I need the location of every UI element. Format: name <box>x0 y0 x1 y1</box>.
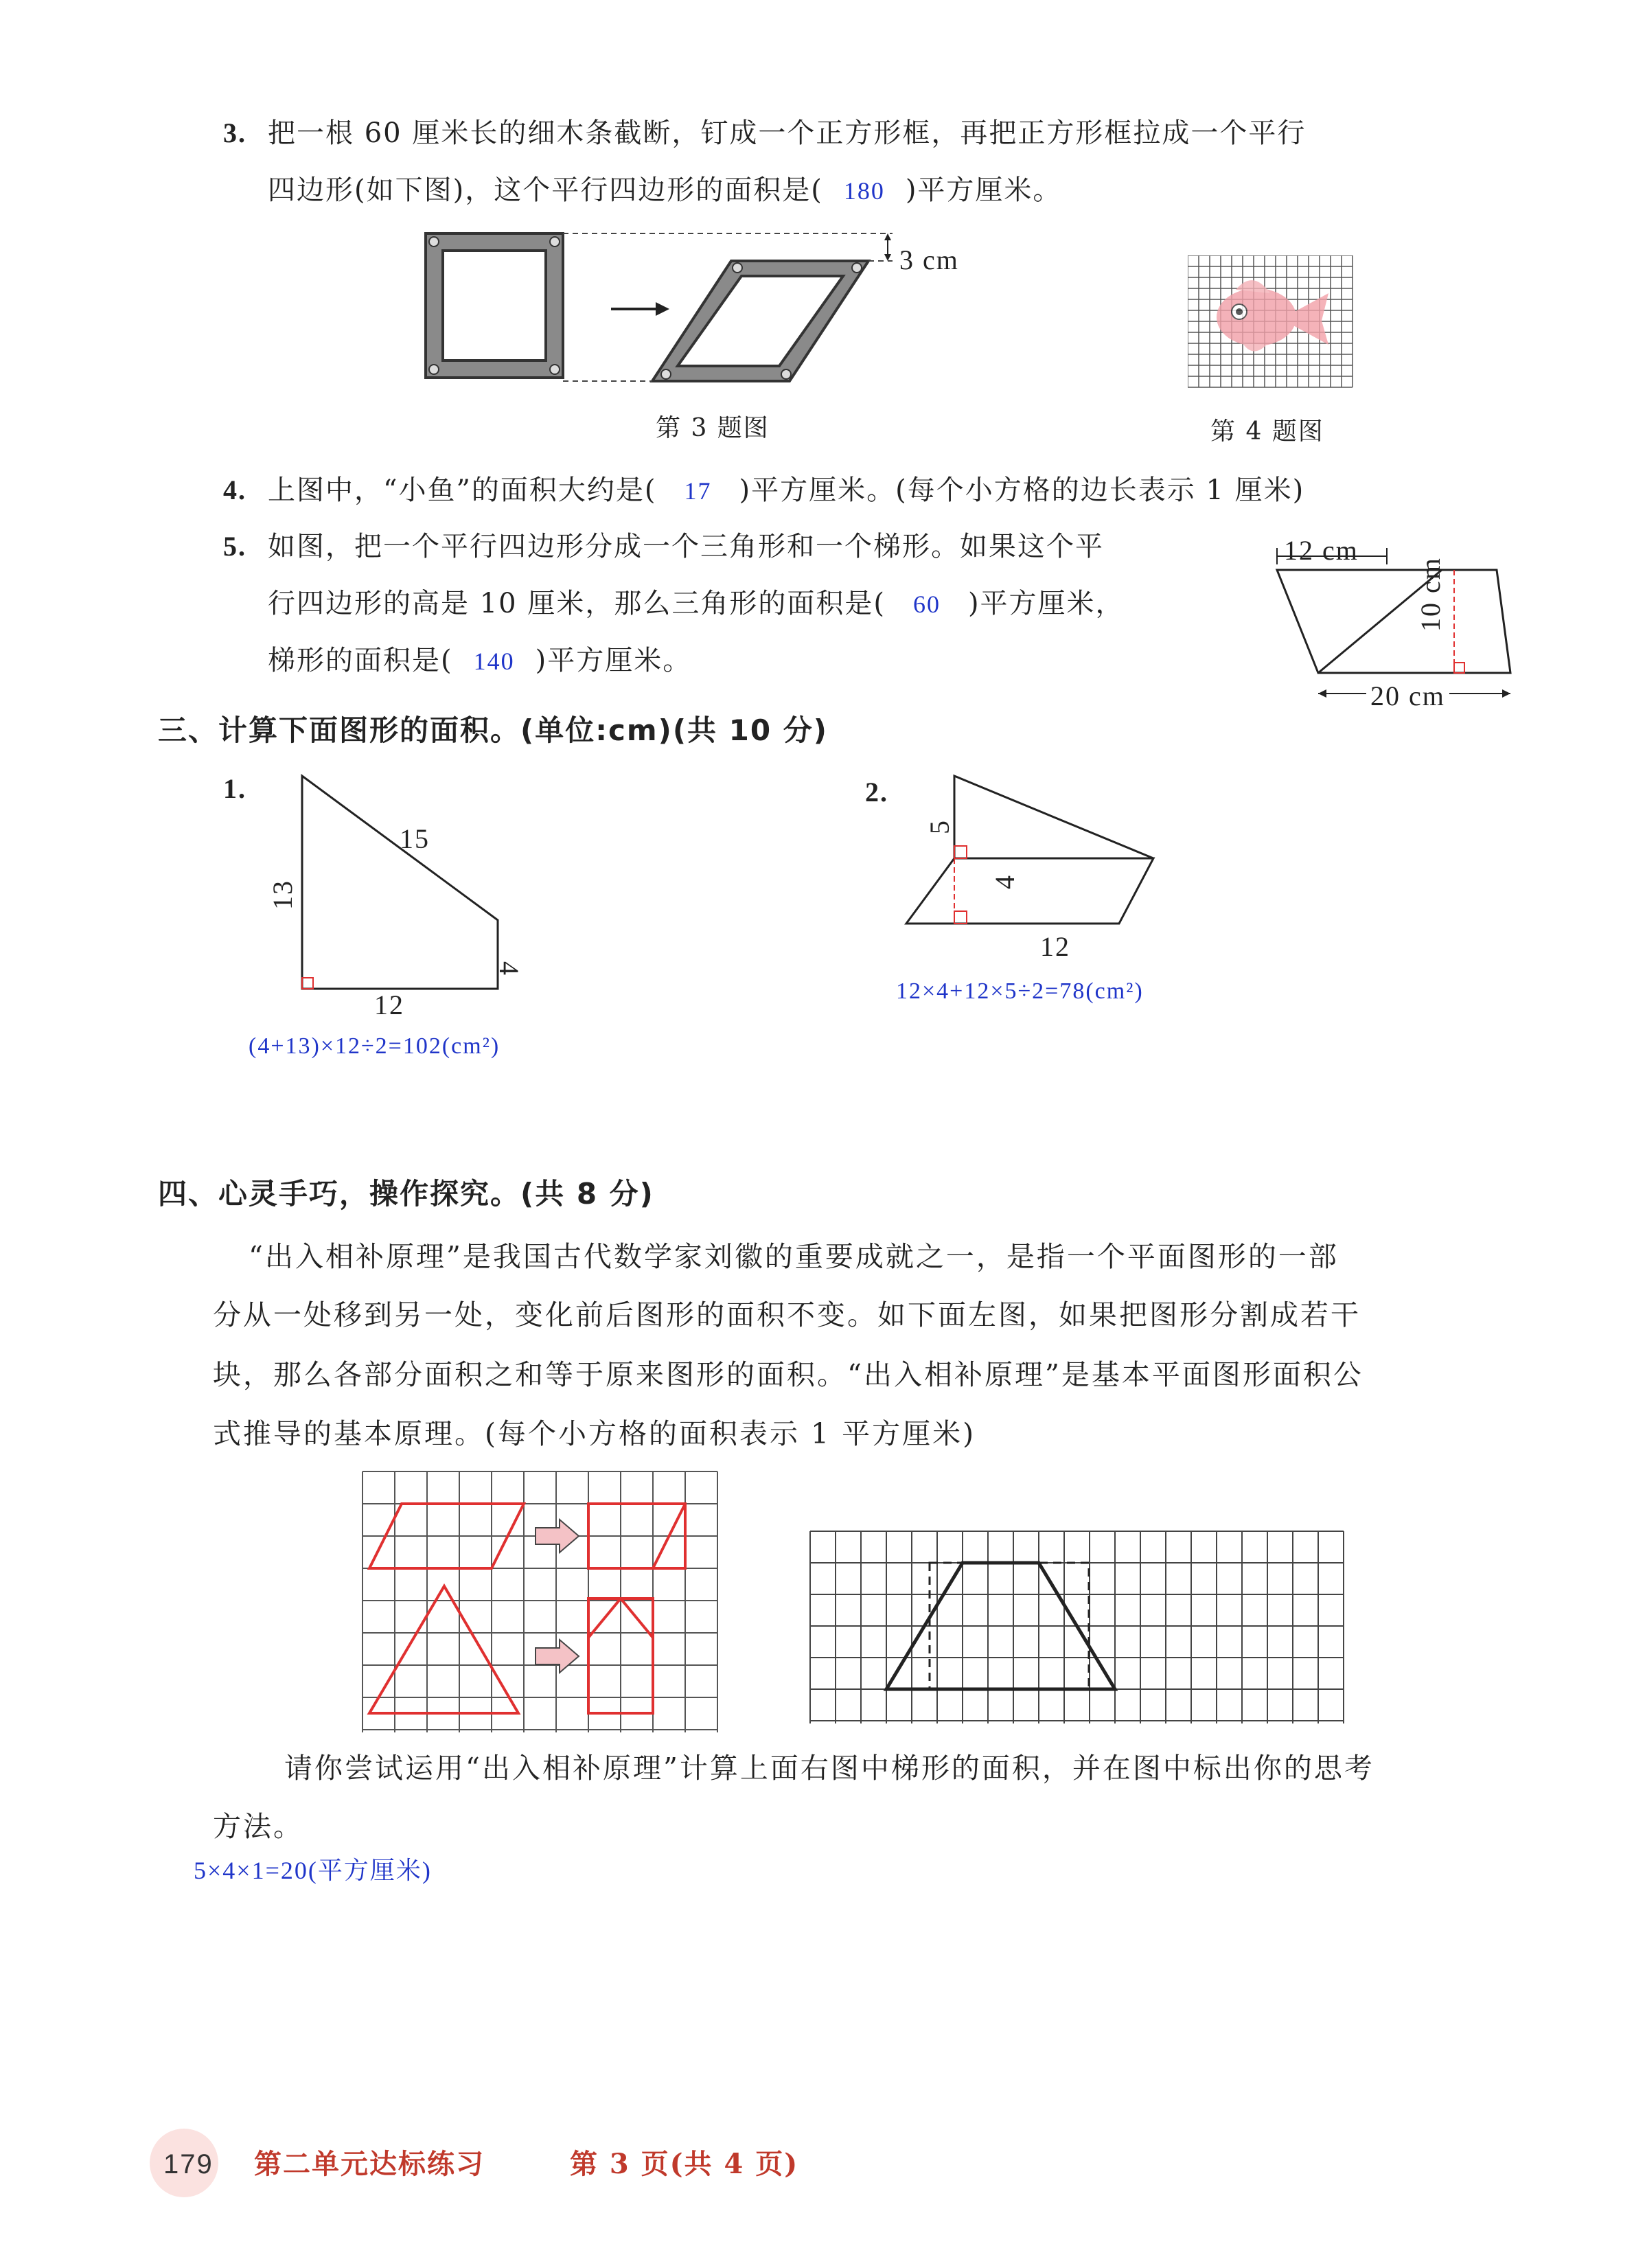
footer-unit-title: 第二单元达标练习 <box>254 2148 485 2180</box>
q4-number: 4. <box>223 474 246 505</box>
s4-left-grid <box>360 1469 731 1737</box>
q5-label-height: 10 cm <box>1415 557 1446 632</box>
s4-task-line2: 方法。 <box>213 1810 303 1843</box>
s3-p2-answer: 12×4+12×5÷2=78(cm²) <box>896 978 1144 1004</box>
q3-number: 3. <box>223 117 246 148</box>
section4-title: 四、心灵手巧，操作探究。(共 8 分) <box>158 1177 654 1211</box>
q5-line1: 如图，把一个平行四边形分成一个三角形和一个梯形。如果这个平 <box>268 531 1104 562</box>
arrow-right-icon <box>611 302 669 316</box>
q4-answer: 17 <box>684 477 712 505</box>
s3-p2-label-4: 4 <box>989 874 1020 889</box>
q4-fish-grid <box>1188 255 1359 389</box>
s4-right-grid <box>803 1528 1366 1734</box>
s4-task-line1: 请你尝试运用“出入相补原理”计算上面右图中梯形的面积，并在图中标出你的思考 <box>284 1752 1374 1785</box>
page-number: 179 <box>163 2149 214 2179</box>
q5-label-top: 12 cm <box>1284 535 1359 566</box>
s3-trapezoid-figure <box>288 769 508 996</box>
section3-title: 三、计算下面图形的面积。(单位:cm)(共 10 分) <box>158 713 828 747</box>
parallelogram-frame <box>652 261 868 381</box>
q4-caption: 第 4 题图 <box>1210 417 1324 446</box>
q3-caption: 第 3 题图 <box>656 414 770 442</box>
s4-task-2 <box>213 1799 1558 1854</box>
s3-p1-number: 1. <box>223 773 246 804</box>
s3-p1-label-15: 15 <box>400 823 430 854</box>
q5-number: 5. <box>223 531 246 562</box>
s4-para-line3: 块，那么各部分面积之和等于原来图形的面积。“出入相补原理”是基本平面图形面积公 <box>213 1358 1363 1391</box>
q5-answer1: 60 <box>912 591 941 618</box>
s4-para-4 <box>213 1406 1558 1461</box>
q3-label-3cm: 3 cm <box>899 244 959 275</box>
q4-line <box>268 474 1304 507</box>
s4-para-line4: 式推导的基本原理。(每个小方格的面积表示 1 平方厘米) <box>213 1417 976 1450</box>
q3-line2 <box>268 174 1061 207</box>
s3-p1-label-13: 13 <box>267 880 298 910</box>
s3-p1-label-12: 12 <box>374 989 404 1020</box>
q5-line2-pre: 行四边形的高是 10 厘米，那么三角形的面积是( <box>268 588 886 619</box>
s4-para-3 <box>213 1347 1558 1402</box>
pink-arrow-icon <box>536 1520 579 1553</box>
pink-arrow-icon-2 <box>536 1640 579 1673</box>
s3-p1-label-4: 4 <box>494 961 525 976</box>
q5-line3-pre: 梯形的面积是( <box>268 645 453 676</box>
s3-p2-label-12: 12 <box>1040 931 1070 962</box>
q3-line2-post: )平方厘米。 <box>905 174 1062 206</box>
s4-task-1 <box>213 1741 1558 1796</box>
square-frame <box>426 233 563 378</box>
q5-line3 <box>268 644 691 678</box>
fish-icon <box>1217 280 1328 351</box>
q4-pre: 上图中，“小鱼”的面积大约是( <box>268 474 657 506</box>
q5-line3-post: )平方厘米。 <box>535 645 692 676</box>
s3-p2-number: 2. <box>865 777 888 807</box>
s4-para-2 <box>213 1287 1558 1342</box>
s4-para-line1: “出入相补原理”是我国古代数学家刘徽的重要成就之一，是指一个平面图形的一部 <box>249 1240 1339 1273</box>
q5-label-bottom: 20 cm <box>1366 680 1449 713</box>
q4-post: )平方厘米。(每个小方格的边长表示 1 厘米) <box>739 474 1305 506</box>
s4-para-line2: 分从一处移到另一处，变化前后图形的面积不变。如下面左图，如果把图形分割成若干 <box>213 1298 1361 1331</box>
s4-para <box>213 1229 1558 1284</box>
q3-line2-pre: 四边形(如下图)，这个平行四边形的面积是( <box>268 174 823 206</box>
s3-composite-figure <box>899 769 1167 934</box>
q3-answer: 180 <box>843 177 885 205</box>
q5-answer2: 140 <box>473 648 515 675</box>
q5-line2 <box>268 587 1125 621</box>
q3-line1: 把一根 60 厘米长的细木条截断，钉成一个正方形框，再把正方形框拉成一个平行 <box>268 117 1307 149</box>
red-triangle <box>369 1586 518 1713</box>
q5-line2-post: )平方厘米， <box>967 588 1125 619</box>
s3-p1-answer: (4+13)×12÷2=102(cm²) <box>249 1033 500 1059</box>
footer-page-info: 第 3 页(共 4 页) <box>570 2148 799 2180</box>
s3-p2-label-5: 5 <box>924 819 955 834</box>
s4-answer: 5×4×1=20(平方厘米) <box>194 1857 432 1884</box>
